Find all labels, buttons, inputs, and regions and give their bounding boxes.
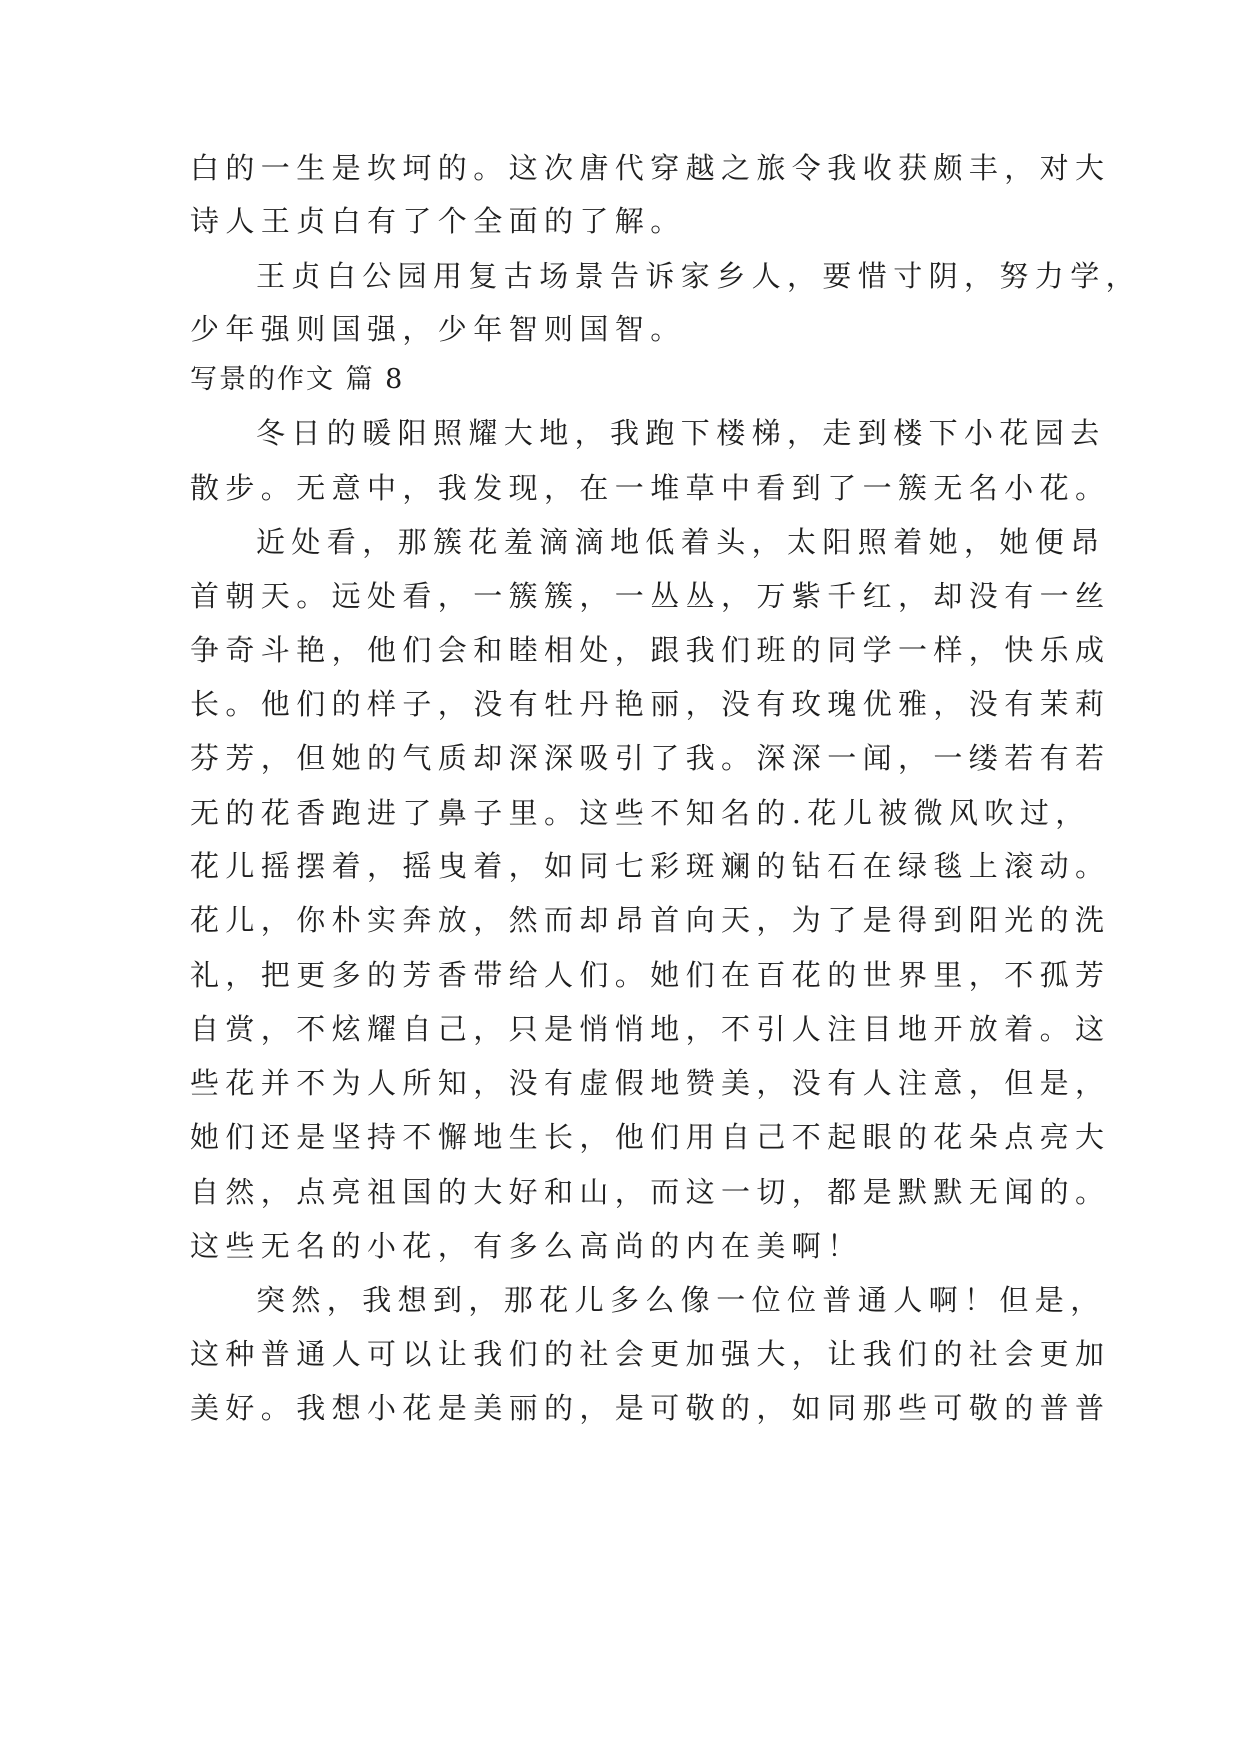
- paragraph-line: 长。他们的样子，没有牡丹艳丽，没有玫瑰优雅，没有茉莉: [190, 687, 1111, 721]
- paragraph-line: 自赏，不炫耀自己，只是悄悄地，不引人注目地开放着。这: [190, 1012, 1111, 1046]
- paragraph-line: 美好。我想小花是美丽的，是可敬的，如同那些可敬的普普: [190, 1391, 1111, 1425]
- paragraph-line: 冬日的暖阳照耀大地，我跑下楼梯，走到楼下小花园去: [256, 416, 1106, 450]
- paragraph-line: 争奇斗艳，他们会和睦相处，跟我们班的同学一样，快乐成: [190, 633, 1111, 667]
- paragraph-line: 花儿摇摆着，摇曳着，如同七彩斑斓的钻石在绿毯上滚动。: [190, 849, 1111, 883]
- paragraph-line: 无的花香跑进了鼻子里。这些不知名的.花儿被微风吹过，: [190, 796, 1091, 830]
- paragraph-line: 芬芳，但她的气质却深深吸引了我。深深一闻，一缕若有若: [190, 741, 1111, 775]
- paragraph-line: 诗人王贞白有了个全面的了解。: [190, 204, 686, 238]
- paragraph-line: 花儿，你朴实奔放，然而却昂首向天，为了是得到阳光的洗: [190, 903, 1111, 937]
- paragraph-line: 些花并不为人所知，没有虚假地赞美，没有人注意，但是，: [190, 1066, 1111, 1100]
- paragraph-line: 王贞白公园用复古场景告诉家乡人，要惜寸阴，努力学，: [256, 259, 1142, 293]
- paragraph-line: 她们还是坚持不懈地生长，他们用自己不起眼的花朵点亮大: [190, 1120, 1111, 1154]
- paragraph-line: 礼，把更多的芳香带给人们。她们在百花的世界里，不孤芳: [190, 958, 1111, 992]
- section-heading: 写景的作文 篇 8: [190, 364, 405, 395]
- paragraph-line: 自然，点亮祖国的大好和山，而这一切，都是默默无闻的。: [190, 1175, 1111, 1209]
- paragraph-line: 突然，我想到，那花儿多么像一位位普通人啊！但是，: [256, 1283, 1106, 1317]
- paragraph-line: 这种普通人可以让我们的社会更加强大，让我们的社会更加: [190, 1337, 1111, 1371]
- paragraph-line: 少年强则国强，少年智则国智。: [190, 312, 686, 346]
- paragraph-line: 首朝天。远处看，一簇簇，一丛丛，万紫千红，却没有一丝: [190, 579, 1111, 613]
- paragraph-line: 这些无名的小花，有多么高尚的内在美啊！: [190, 1229, 863, 1263]
- paragraph-line: 散步。无意中，我发现，在一堆草中看到了一簇无名小花。: [190, 471, 1111, 505]
- paragraph-line: 近处看，那簇花羞滴滴地低着头，太阳照着她，她便昂: [256, 525, 1106, 559]
- paragraph-line: 白的一生是坎坷的。这次唐代穿越之旅令我收获颇丰，对大: [190, 151, 1111, 185]
